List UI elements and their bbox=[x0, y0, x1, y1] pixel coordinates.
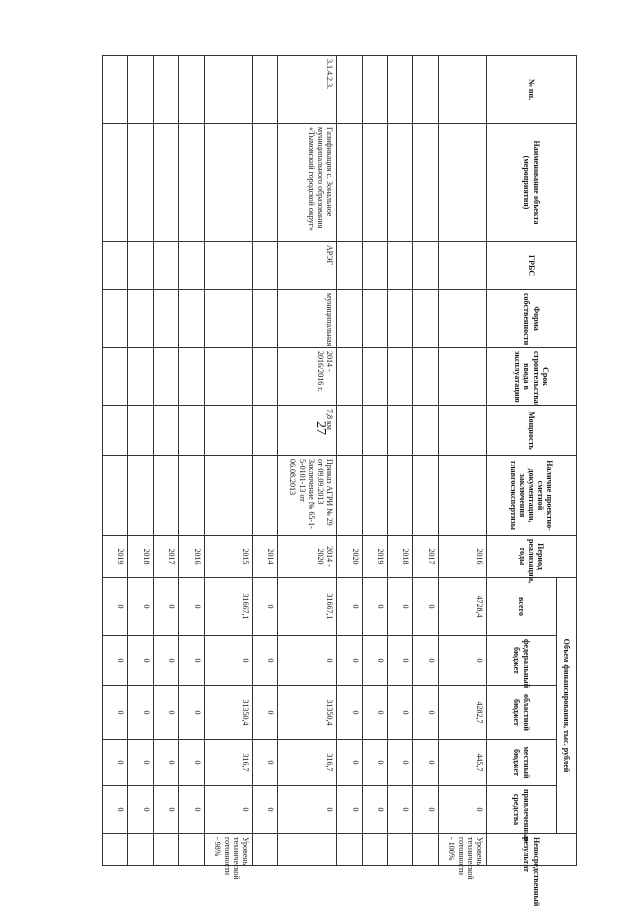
row-federal: 0 bbox=[204, 636, 252, 686]
row-name: Газификация с. Зональное муниципального образования «Тымовский городской округ» bbox=[278, 124, 337, 242]
row-term bbox=[337, 348, 362, 406]
row-period: 2016 bbox=[179, 536, 204, 578]
row-attracted: 0 bbox=[278, 786, 337, 834]
row-federal: 0 bbox=[413, 636, 438, 686]
row-attracted: 0 bbox=[103, 786, 128, 834]
row-total: 4728,4 bbox=[438, 578, 486, 636]
row-term bbox=[128, 348, 153, 406]
row-federal: 0 bbox=[103, 636, 128, 686]
row-attracted: 0 bbox=[413, 786, 438, 834]
row-num bbox=[252, 56, 277, 124]
row-attracted: 0 bbox=[179, 786, 204, 834]
row-result bbox=[278, 834, 337, 866]
header-regional: областной бюджет bbox=[487, 686, 557, 740]
row-total: 0 bbox=[179, 578, 204, 636]
header-local: местный бюджет bbox=[487, 740, 557, 786]
row-num bbox=[337, 56, 362, 124]
row-result bbox=[387, 834, 412, 866]
row-capacity bbox=[387, 406, 412, 456]
row-result: Уровень технической готовности - 98% bbox=[204, 834, 252, 866]
row-local: 0 bbox=[179, 740, 204, 786]
row-grbs bbox=[337, 242, 362, 290]
row-term bbox=[252, 348, 277, 406]
row-local: 0 bbox=[362, 740, 387, 786]
row-grbs bbox=[413, 242, 438, 290]
header-name: Наименование объекта (мероприятия) bbox=[487, 124, 577, 242]
row-regional: 4282,7 bbox=[438, 686, 486, 740]
row-regional: 0 bbox=[103, 686, 128, 740]
rotated-table-wrapper bbox=[102, 55, 577, 906]
row-local: 316,7 bbox=[204, 740, 252, 786]
row-federal: 0 bbox=[128, 636, 153, 686]
row-term bbox=[103, 348, 128, 406]
row-documentation bbox=[153, 456, 178, 536]
row-regional: 0 bbox=[337, 686, 362, 740]
row-num bbox=[438, 56, 486, 124]
row-num bbox=[179, 56, 204, 124]
table-row bbox=[128, 56, 153, 866]
row-result bbox=[337, 834, 362, 866]
row-attracted: 0 bbox=[128, 786, 153, 834]
row-documentation bbox=[337, 456, 362, 536]
row-grbs bbox=[362, 242, 387, 290]
table-row bbox=[252, 56, 277, 866]
row-result bbox=[413, 834, 438, 866]
row-capacity bbox=[362, 406, 387, 456]
row-local: 0 bbox=[337, 740, 362, 786]
row-name bbox=[103, 124, 128, 242]
row-term bbox=[204, 348, 252, 406]
row-period: 2017 bbox=[413, 536, 438, 578]
row-capacity: 7,8 км bbox=[278, 406, 337, 456]
header-result: Непосредственный результат bbox=[487, 834, 577, 866]
row-term bbox=[153, 348, 178, 406]
header-total: всего bbox=[487, 578, 557, 636]
row-grbs bbox=[179, 242, 204, 290]
row-regional: 0 bbox=[413, 686, 438, 740]
header-federal: федеральный бюджет bbox=[487, 636, 557, 686]
row-ownership bbox=[103, 290, 128, 348]
row-period: 2014 - 2020 bbox=[278, 536, 337, 578]
row-regional: 0 bbox=[362, 686, 387, 740]
row-federal: 0 bbox=[337, 636, 362, 686]
row-grbs bbox=[438, 242, 486, 290]
row-result bbox=[103, 834, 128, 866]
table-row bbox=[278, 56, 337, 866]
row-ownership bbox=[413, 290, 438, 348]
row-ownership bbox=[438, 290, 486, 348]
row-name bbox=[413, 124, 438, 242]
row-regional: 0 bbox=[252, 686, 277, 740]
row-grbs bbox=[128, 242, 153, 290]
row-ownership bbox=[204, 290, 252, 348]
row-name bbox=[387, 124, 412, 242]
table-row bbox=[387, 56, 412, 866]
row-total: 0 bbox=[128, 578, 153, 636]
row-local: 0 bbox=[387, 740, 412, 786]
row-grbs bbox=[153, 242, 178, 290]
header-capacity: Мощность bbox=[487, 406, 577, 456]
table-row bbox=[153, 56, 178, 866]
table-row bbox=[103, 56, 128, 866]
header-attracted: привлеченные средства bbox=[487, 786, 557, 834]
row-ownership: муниципальная bbox=[278, 290, 337, 348]
row-documentation bbox=[413, 456, 438, 536]
row-attracted: 0 bbox=[337, 786, 362, 834]
row-local: 445,7 bbox=[438, 740, 486, 786]
row-capacity bbox=[413, 406, 438, 456]
row-num bbox=[204, 56, 252, 124]
row-period: 2014 bbox=[252, 536, 277, 578]
row-total: 0 bbox=[413, 578, 438, 636]
row-regional: 31350,4 bbox=[204, 686, 252, 740]
row-num bbox=[362, 56, 387, 124]
row-ownership bbox=[252, 290, 277, 348]
row-regional: 31350,4 bbox=[278, 686, 337, 740]
header-funding-group: Объем финансирования, тыс. рублей bbox=[557, 578, 577, 834]
row-total: 0 bbox=[337, 578, 362, 636]
table-row bbox=[204, 56, 252, 866]
row-grbs bbox=[252, 242, 277, 290]
row-federal: 0 bbox=[252, 636, 277, 686]
row-attracted: 0 bbox=[153, 786, 178, 834]
row-documentation bbox=[252, 456, 277, 536]
row-grbs bbox=[387, 242, 412, 290]
row-regional: 0 bbox=[387, 686, 412, 740]
row-attracted: 0 bbox=[204, 786, 252, 834]
page-number: 27 bbox=[313, 421, 328, 435]
header-ownership: Форма собственности bbox=[487, 290, 577, 348]
row-num bbox=[153, 56, 178, 124]
row-grbs bbox=[103, 242, 128, 290]
row-capacity bbox=[179, 406, 204, 456]
row-name bbox=[337, 124, 362, 242]
row-term bbox=[387, 348, 412, 406]
row-federal: 0 bbox=[362, 636, 387, 686]
row-ownership bbox=[362, 290, 387, 348]
row-term bbox=[362, 348, 387, 406]
row-num bbox=[128, 56, 153, 124]
row-result bbox=[153, 834, 178, 866]
row-local: 0 bbox=[128, 740, 153, 786]
row-federal: 0 bbox=[179, 636, 204, 686]
row-result bbox=[179, 834, 204, 866]
row-documentation bbox=[103, 456, 128, 536]
row-period: 2018 bbox=[128, 536, 153, 578]
row-documentation bbox=[179, 456, 204, 536]
row-period: 2017 bbox=[153, 536, 178, 578]
row-total: 0 bbox=[252, 578, 277, 636]
row-documentation bbox=[128, 456, 153, 536]
row-period: 2020 bbox=[337, 536, 362, 578]
row-period: 2018 bbox=[387, 536, 412, 578]
row-regional: 0 bbox=[179, 686, 204, 740]
header-term: Срок строительства/ввода в эксплуатацию bbox=[487, 348, 577, 406]
row-num bbox=[103, 56, 128, 124]
row-name bbox=[362, 124, 387, 242]
row-documentation bbox=[362, 456, 387, 536]
funding-table bbox=[102, 55, 577, 906]
row-regional: 0 bbox=[153, 686, 178, 740]
row-ownership bbox=[337, 290, 362, 348]
row-grbs: АРЭГ bbox=[278, 242, 337, 290]
row-capacity bbox=[153, 406, 178, 456]
row-period: 2019 bbox=[362, 536, 387, 578]
row-capacity bbox=[252, 406, 277, 456]
row-term: 2014 - 2016/2016 г. bbox=[278, 348, 337, 406]
row-num: 3.1.4.2.3. bbox=[278, 56, 337, 124]
row-name bbox=[252, 124, 277, 242]
row-attracted: 0 bbox=[252, 786, 277, 834]
row-capacity bbox=[204, 406, 252, 456]
row-federal: 0 bbox=[387, 636, 412, 686]
row-attracted: 0 bbox=[362, 786, 387, 834]
row-result bbox=[362, 834, 387, 866]
table-row bbox=[179, 56, 204, 866]
row-federal: 0 bbox=[153, 636, 178, 686]
table-row bbox=[337, 56, 362, 866]
row-term bbox=[413, 348, 438, 406]
header-documentation: Наличие проектно-сметной документации, заключения главгосэкспертизы bbox=[487, 456, 577, 536]
row-federal: 0 bbox=[438, 636, 486, 686]
row-total: 0 bbox=[387, 578, 412, 636]
header-num: № пп. bbox=[487, 56, 577, 124]
row-num bbox=[387, 56, 412, 124]
row-name bbox=[153, 124, 178, 242]
row-capacity bbox=[103, 406, 128, 456]
row-capacity bbox=[438, 406, 486, 456]
row-local: 316,7 bbox=[278, 740, 337, 786]
row-documentation bbox=[387, 456, 412, 536]
row-attracted: 0 bbox=[387, 786, 412, 834]
row-term bbox=[179, 348, 204, 406]
table-body bbox=[103, 56, 487, 880]
table-row bbox=[362, 56, 387, 866]
row-ownership bbox=[179, 290, 204, 348]
row-name bbox=[438, 124, 486, 242]
row-period: 2019 bbox=[103, 536, 128, 578]
row-local: 0 bbox=[413, 740, 438, 786]
row-name bbox=[204, 124, 252, 242]
row-grbs bbox=[204, 242, 252, 290]
table-row bbox=[413, 56, 438, 866]
row-capacity bbox=[128, 406, 153, 456]
table-row bbox=[438, 56, 486, 866]
row-local: 0 bbox=[103, 740, 128, 786]
row-num bbox=[413, 56, 438, 124]
row-capacity bbox=[337, 406, 362, 456]
row-name bbox=[128, 124, 153, 242]
row-attracted: 0 bbox=[438, 786, 486, 834]
row-result bbox=[128, 834, 153, 866]
row-federal: 0 bbox=[278, 636, 337, 686]
row-documentation bbox=[204, 456, 252, 536]
row-period: 2016 bbox=[438, 536, 486, 578]
row-name bbox=[179, 124, 204, 242]
row-period: 2015 bbox=[204, 536, 252, 578]
row-local: 0 bbox=[153, 740, 178, 786]
row-total: 0 bbox=[153, 578, 178, 636]
row-documentation: Приказ АГРИ № 29 от 09.09.2013 Заключение № 65-1-5-0101-13 от 06.08.2013 bbox=[278, 456, 337, 536]
row-regional: 0 bbox=[128, 686, 153, 740]
row-local: 0 bbox=[252, 740, 277, 786]
row-total: 0 bbox=[362, 578, 387, 636]
row-term bbox=[438, 348, 486, 406]
header-grbs: ГРБС bbox=[487, 242, 577, 290]
row-result: Уровень технической готовности - 100% bbox=[438, 834, 486, 866]
row-total: 0 bbox=[103, 578, 128, 636]
header-period: Период реализации, годы bbox=[487, 536, 577, 578]
row-documentation bbox=[438, 456, 486, 536]
row-total: 31667,1 bbox=[204, 578, 252, 636]
row-ownership bbox=[153, 290, 178, 348]
row-ownership bbox=[387, 290, 412, 348]
row-result bbox=[252, 834, 277, 866]
row-ownership bbox=[128, 290, 153, 348]
row-total: 31667,1 bbox=[278, 578, 337, 636]
